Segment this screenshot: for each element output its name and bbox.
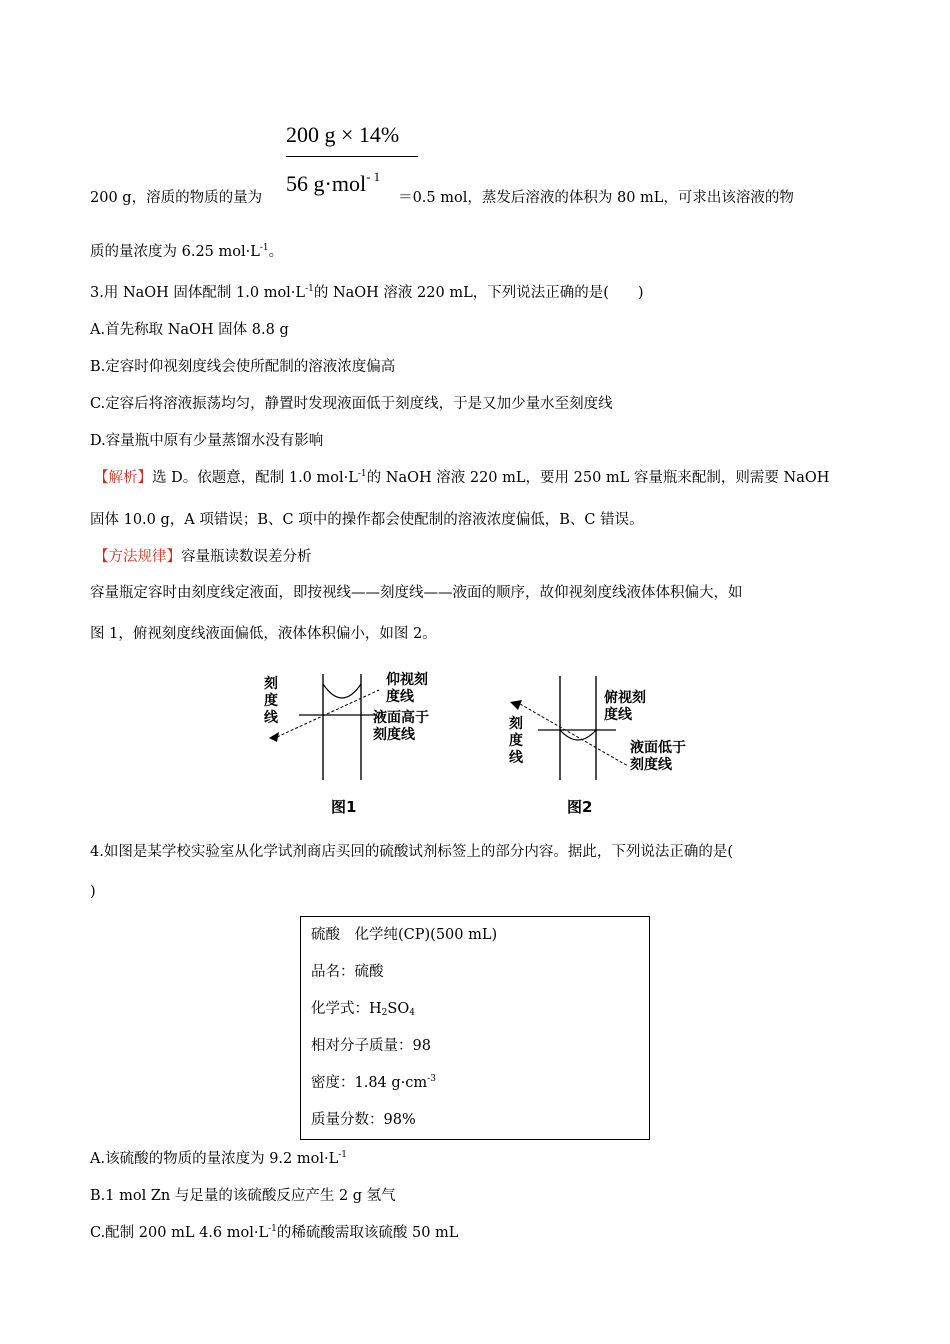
q4-option-a-text: A.该硫酸的物质的量浓度为 9.2 mol·L [90,1151,339,1167]
q3-stem [90,281,644,302]
q4-option-c-sup: -1 [268,1224,277,1234]
eye-icon [269,732,279,742]
q4-stem: 4.如图是某学校实验室从化学试剂商店买回的硫酸试剂标签上的部分内容。据此，下列说法正确的是( [90,844,733,860]
analysis-line-1 [94,466,829,487]
fig1-top-label [386,672,428,706]
fig1-bottom-label [373,710,429,744]
fig2-meniscus [560,730,596,740]
q3-option-a: A.首先称取 NaOH 固体 8.8 g [90,322,289,338]
figure-1-diagram [255,668,465,783]
analysis-tag: 【解析】 [94,470,152,486]
fraction-bar [286,156,418,157]
label-row-name: 品名：硫酸 [311,964,384,980]
fig2-top-label-1: 俯视刻 [604,690,646,706]
formula-sub-1: 2 [381,1008,388,1018]
analysis-line1-a: 选 D。依题意，配制 1.0 mol·L [152,470,358,486]
label-row-formula [311,997,415,1018]
analysis-line1-sup: -1 [357,469,367,479]
p2-sup: -1 [259,243,269,253]
q4-option-b: B.1 mol Zn 与足量的该硫酸反应产生 2 g 氢气 [90,1188,396,1204]
q3-stem-b: 的 NaOH 溶液 220 mL，下列说法正确的是( ) [313,285,644,301]
q4-option-c-a: C.配制 200 mL 4.6 mol·L [90,1225,269,1241]
formula-b: SO [387,1001,410,1017]
q4-option-c [90,1221,458,1242]
label-row-product: 硫酸 化学纯(CP)(500 mL) [311,927,498,943]
density-text: 密度：1.84 g·cm [311,1075,428,1091]
fig1-meniscus [323,684,361,698]
fig1-top-label-1: 仰视刻 [386,672,428,688]
label-row-density [311,1071,436,1092]
density-sup: -3 [427,1074,436,1084]
q4-option-c-b: 的稀硫酸需取该硫酸 50 mL [276,1225,459,1241]
p2-text-a: 质的量浓度为 6.25 mol·L [90,244,260,260]
denominator-base: 56 g·mol [286,171,367,196]
method-line-2: 图 1，俯视刻度线液面偏低，液体体积偏小，如图 2。 [90,626,437,642]
paragraph-line-1 [90,186,794,207]
method-heading [94,545,312,566]
reagent-label-box [300,916,650,1140]
q3-stem-sup: -1 [305,284,314,294]
method-tag: 【方法规律】 [94,549,181,565]
analysis-line1-b: 的 NaOH 溶液 220 mL，要用 250 mL 容量瓶来配制，则需要 NaOH [366,470,830,486]
fig1-bottom-label-2: 刻度线 [373,727,415,743]
fig2-top-label-2: 度线 [604,707,632,723]
method-title: 容量瓶读数误差分析 [181,549,312,565]
label-row-mass-fraction: 质量分数：98% [311,1112,416,1128]
figure-2-caption: 图2 [567,798,593,816]
p2-text-b: 。 [268,244,284,260]
analysis-line-2: 固体 10.0 g，A 项错误；B、C 项中的操作都会使配制的溶液浓度偏低，B、C 错误。 [90,512,644,528]
fig1-top-label-2: 度线 [386,689,414,705]
fig2-top-label [604,690,646,724]
p1-before: 200 g，溶质的物质的量为 [90,190,263,206]
paragraph-line-2 [90,240,283,261]
q4-option-a [90,1147,347,1168]
q3-option-b: B.定容时仰视刻度线会使所配制的溶液浓度偏高 [90,359,396,375]
denominator-exponent: - 1 [366,169,381,184]
formula-a: 化学式：H [311,1001,382,1017]
fig2-bottom-label-1: 液面低于 [630,740,686,756]
fig1-bottom-label-1: 液面高于 [373,710,429,726]
q4-stem-end: ) [90,884,96,900]
fig1-sight-line [277,690,379,737]
formula-sub-2: 4 [409,1008,415,1018]
p1-after: ＝0.5 mol，蒸发后溶液的体积为 80 mL，可求出该溶液的物 [398,190,794,206]
method-line-1: 容量瓶定容时由刻度线定液面，即按视线——刻度线——液面的顺序，故仰视刻度线液体体积偏大，如 [90,585,743,601]
fig2-bottom-label-2: 刻度线 [630,757,672,773]
fig2-side-label: 刻度线 [509,716,523,766]
q4-option-a-sup: -1 [338,1150,347,1160]
q3-stem-a: 3.用 NaOH 固体配制 1.0 mol·L [90,285,306,301]
label-row-molar-mass: 相对分子质量：98 [311,1038,431,1054]
figure-1-caption: 图1 [331,798,357,816]
q3-option-c: C.定容后将溶液振荡均匀，静置时发现液面低于刻度线，于是又加少量水至刻度线 [90,396,613,412]
eye-icon [510,700,522,710]
q3-option-d: D.容量瓶中原有少量蒸馏水没有影响 [90,433,324,449]
fig1-side-label: 刻度线 [264,676,278,726]
fraction-numerator: 200 g × 14% [286,122,400,147]
fig2-bottom-label [630,740,686,774]
